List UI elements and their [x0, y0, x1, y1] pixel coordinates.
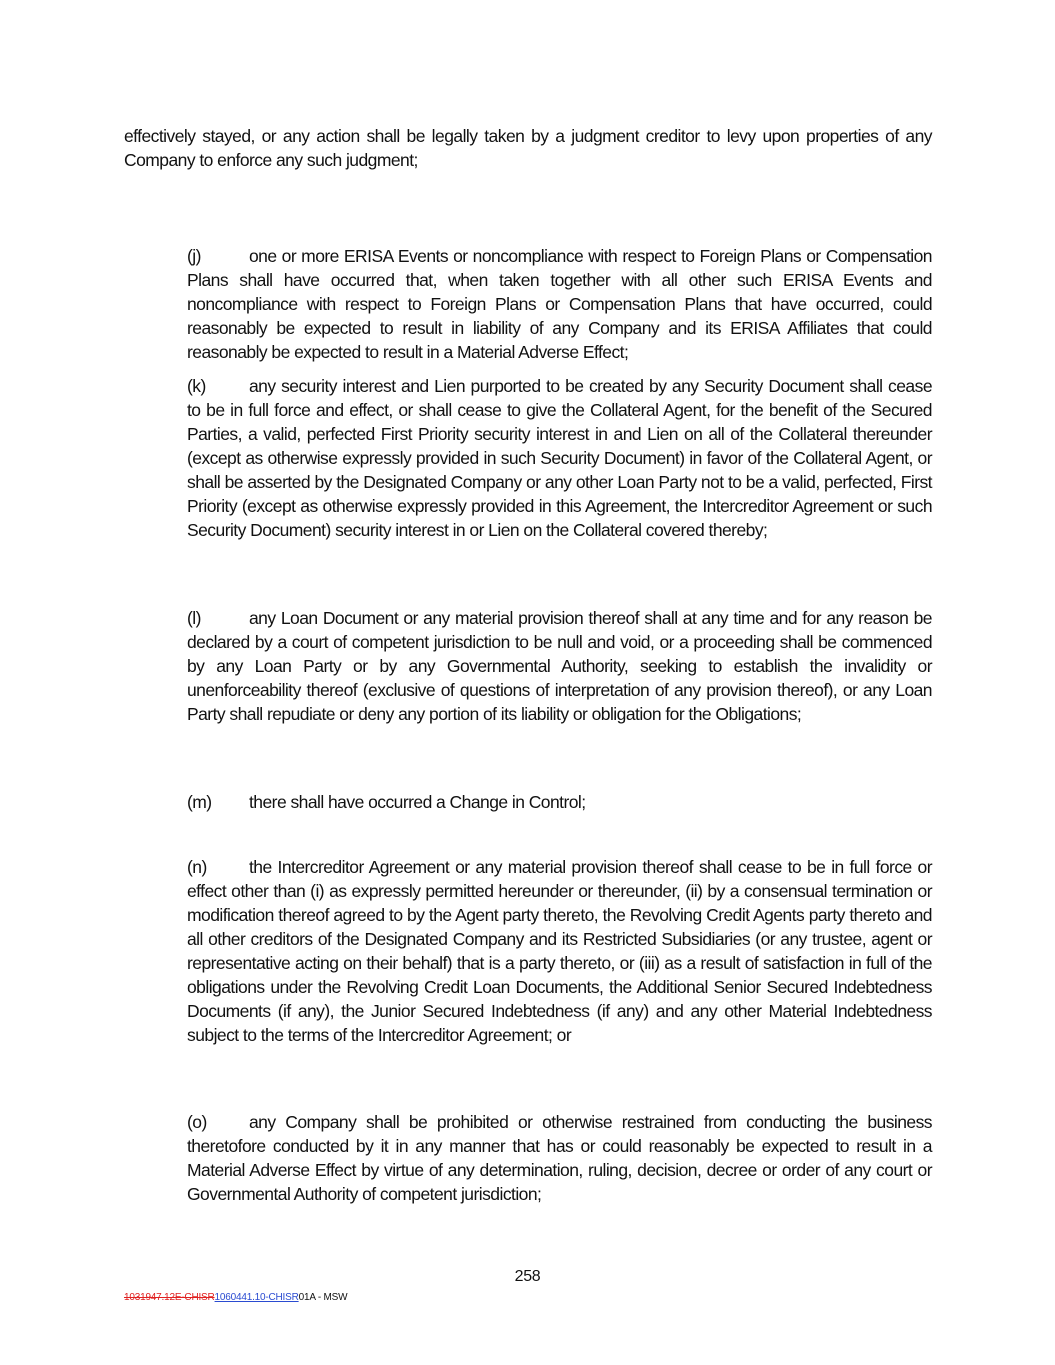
paragraph-i-continuation: [124, 124, 932, 172]
paragraph-m: [124, 790, 932, 814]
paragraph-text: there shall have occurred a Change in Control;: [249, 792, 586, 812]
footer-text: 01A - MSW: [298, 1292, 348, 1303]
document-footer-id: [124, 1292, 347, 1303]
clause-label: (j): [187, 246, 201, 266]
paragraph-text: effectively stayed, or any action shall be legally taken by a judgment creditor to levy upon properties of any Company to enforce any such judgment;: [124, 126, 932, 170]
paragraph-text: any security interest and Lien purported to be created by any Security Document shall cease to be in full force and effect, or shall cease to give the Collateral Agent, for the benefit of the Secured Parties, a valid, perfected First Priority security interest in and Lien on all of the Collateral thereunder (except as otherwise expressly provided in such Security Document) in favor of the Collateral Agent, or shall be asserted by the Designated Company or any other Loan Party not to be a valid, perfected, First Priority (except as otherwise expressly provided in this Agreement, the Intercreditor Agreement or such Security Document) security interest in or Lien on the Collateral covered thereby;: [187, 376, 932, 540]
paragraph-text: any Company shall be prohibited or otherwise restrained from conducting the business theretofore conducted by it in any manner that has or could reasonably be expected to result in a Material Adverse Effect by virtue of any determination, ruling, decision, decree or order of any court or Governmental Authority of competent jurisdiction;: [187, 1112, 932, 1204]
clause-label: (l): [187, 608, 201, 628]
footer-inserted-text: 1060441.10-CHISR: [214, 1292, 299, 1303]
clause-label: (k): [187, 376, 206, 396]
paragraph-l: [124, 606, 932, 726]
paragraph-j: [124, 244, 932, 364]
page-number: 258: [514, 1268, 541, 1285]
paragraph-text: any Loan Document or any material provision thereof shall at any time and for any reason be declared by a court of competent jurisdiction to be null and void, or a proceeding shall be commenced by any Loan Party or by any Governmental Authority, seeking to establish the invalidity or unenforceability thereof (exclusive of questions of interpretation of any provision thereof), or any Loan Party shall repudiate or deny any portion of its liability or obligation for the Obligations;: [187, 608, 932, 724]
clause-label: (m): [187, 792, 212, 812]
clause-label: (n): [187, 857, 207, 877]
clause-label: (o): [187, 1112, 207, 1132]
footer-deleted-text: 1031947.12E-CHISR: [124, 1292, 215, 1303]
paragraph-text: the Intercreditor Agreement or any material provision thereof shall cease to be in full force or effect other than (i) as expressly permitted hereunder or thereunder, (ii) by a consensual termination or modification thereof agreed to by the Agent party thereto, the Revolving Credit Agents party thereto and all other creditors of the Designated Company and its Restricted Subsidiaries (or any trustee, agent or representative acting on their behalf) that is a party thereto, or (iii) as a result of satisfaction in full of the obligations under the Revolving Credit Loan Documents, the Additional Senior Secured Indebtedness Documents (if any), the Junior Secured Indebtedness (if any) and any other Material Indebtedness subject to the terms of the Intercreditor Agreement; or: [187, 857, 932, 1045]
paragraph-k: [124, 374, 932, 542]
paragraph-o: [124, 1110, 932, 1206]
paragraph-text: one or more ERISA Events or noncompliance with respect to Foreign Plans or Compensation Plans shall have occurred that, when taken together with all other such ERISA Events and noncompliance with respect to Foreign Plans or Compensation Plans that have occurred, could reasonably be expected to result in liability of any Company and its ERISA Affiliates that could reasonably be expected to result in a Material Adverse Effect;: [187, 246, 932, 362]
paragraph-n: [124, 855, 932, 1047]
